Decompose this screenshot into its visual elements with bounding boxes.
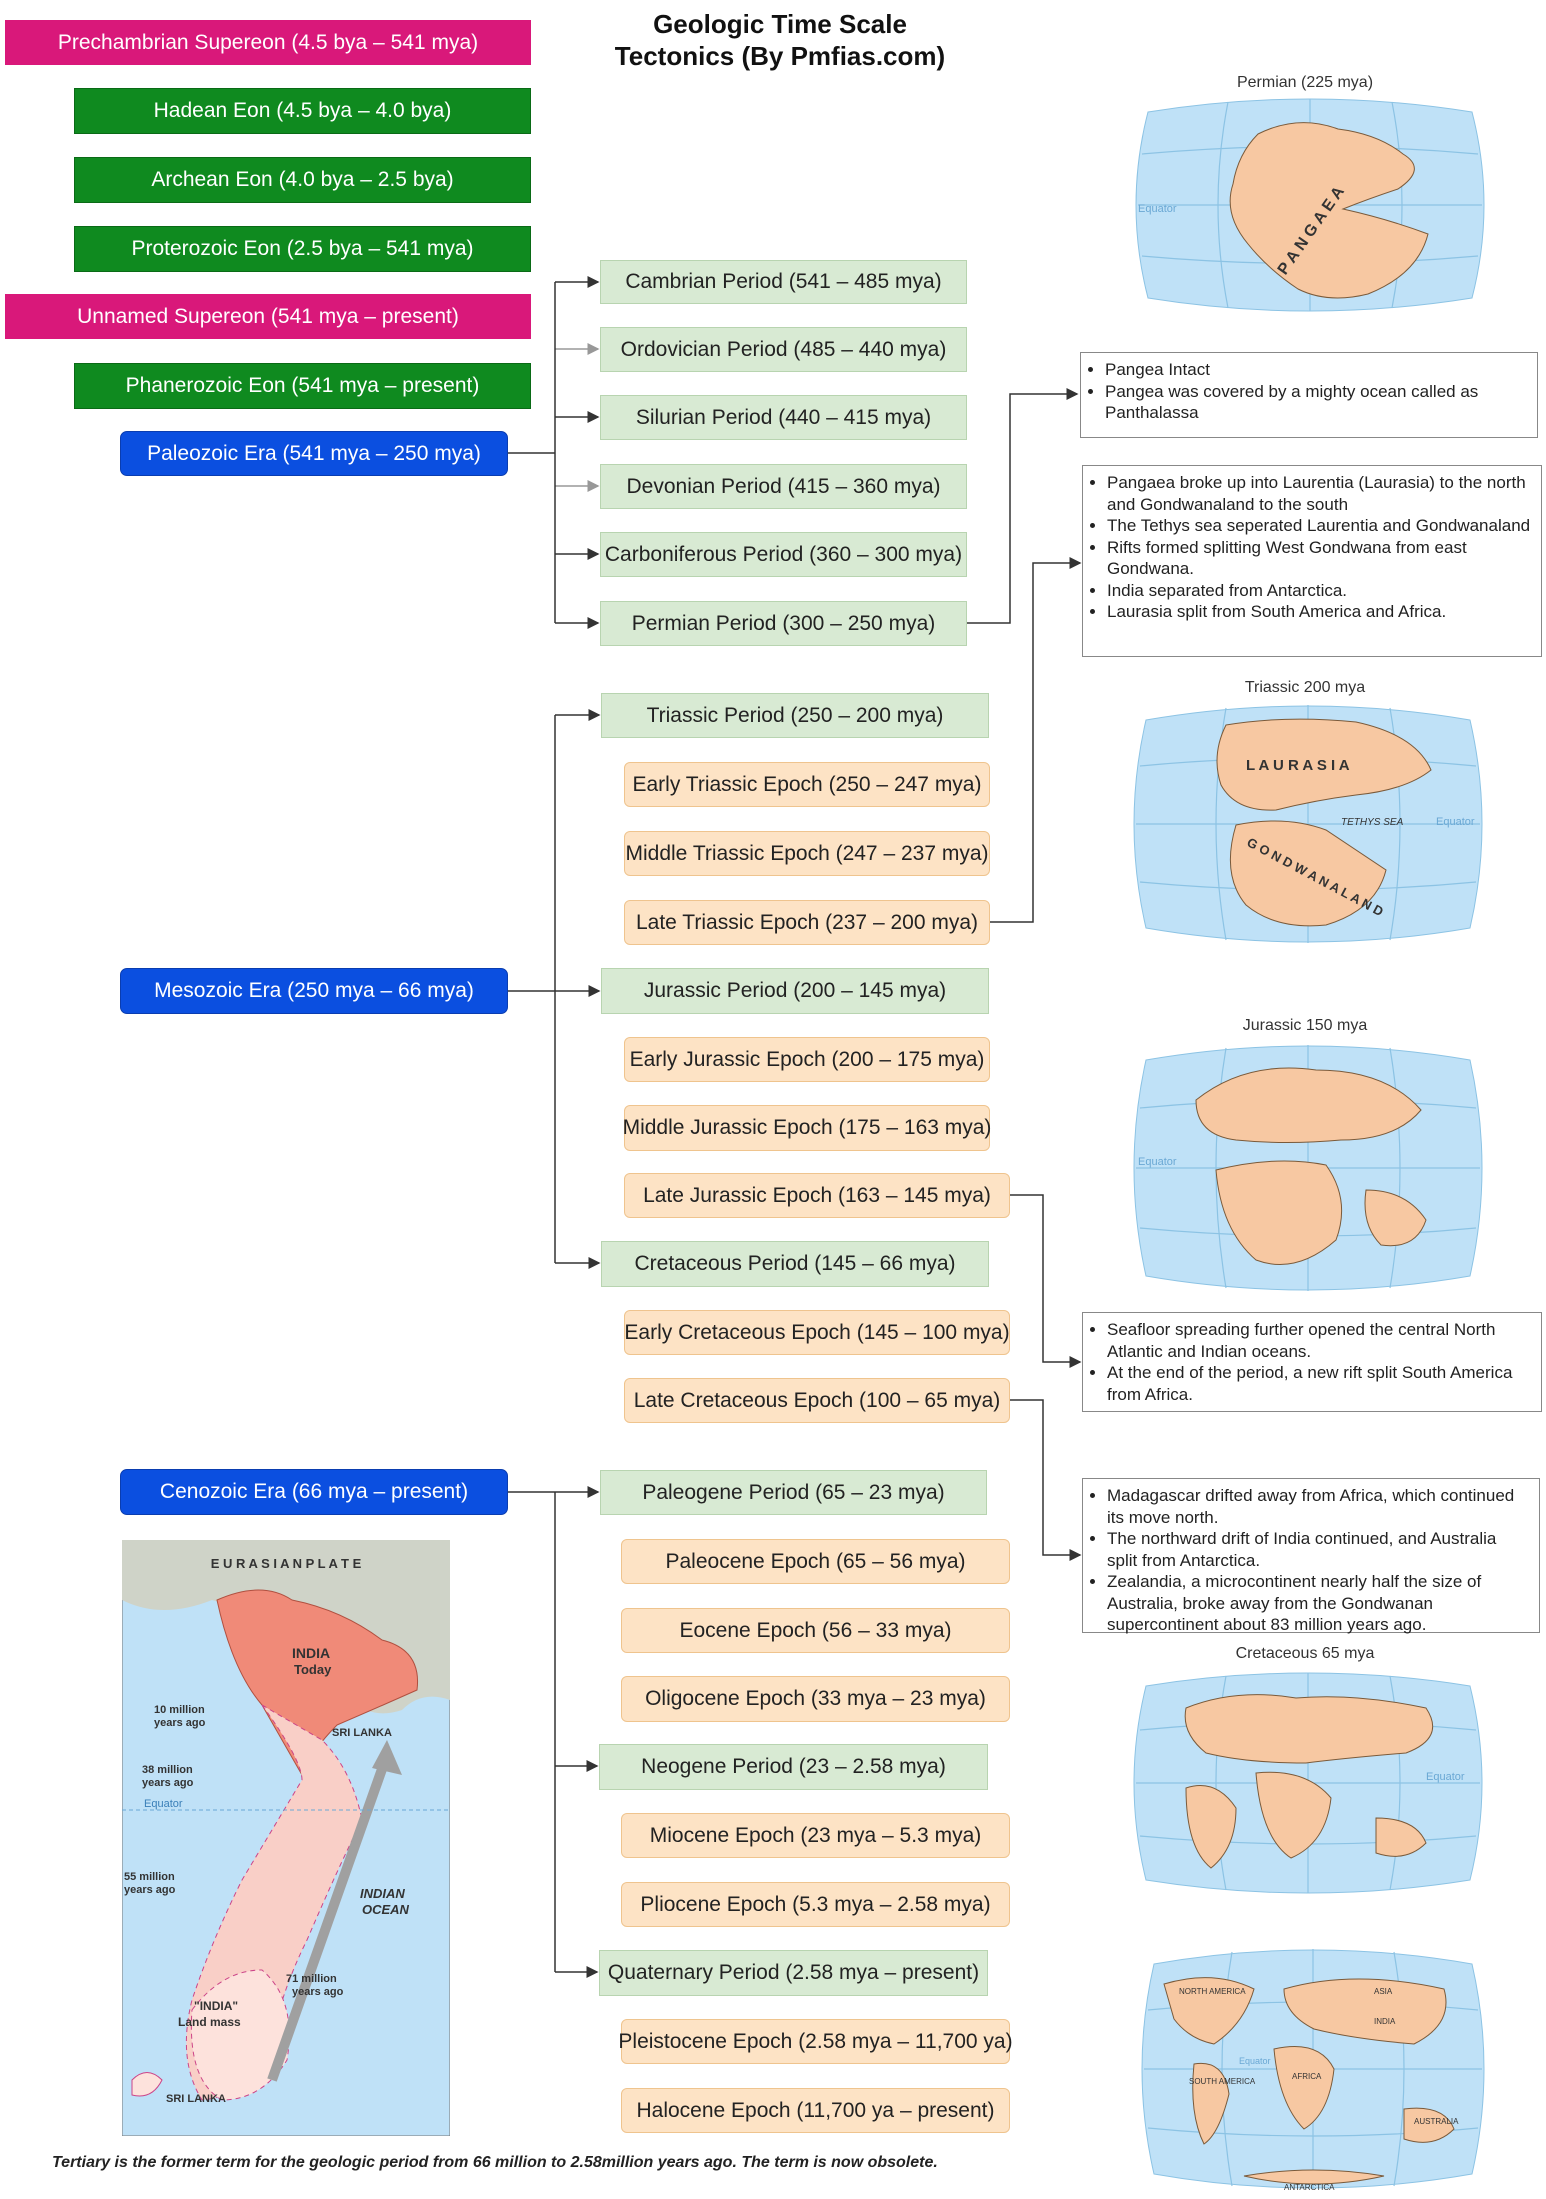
epoch-pleistocene: Pleistocene Epoch (2.58 mya – 11,700 ya) bbox=[621, 2019, 1010, 2064]
period-cambrian: Cambrian Period (541 – 485 mya) bbox=[600, 260, 967, 304]
period-carboniferous: Carboniferous Period (360 – 300 mya) bbox=[600, 532, 967, 577]
map-label: ASIA bbox=[1374, 1987, 1393, 1996]
map-caption-jurassic: Jurassic 150 mya bbox=[1242, 1017, 1368, 1034]
map-caption-cretaceous: Cretaceous 65 mya bbox=[1235, 1645, 1375, 1662]
epoch-late-triassic: Late Triassic Epoch (237 – 200 mya) bbox=[624, 900, 990, 945]
triassic-map bbox=[1126, 700, 1490, 948]
note-item: • The northward drift of India continued, and Australia split from Antarctica. bbox=[1107, 1528, 1531, 1571]
note-item: • Laurasia split from South America and Africa. bbox=[1107, 601, 1533, 623]
map-label: 38 million bbox=[142, 1764, 193, 1776]
epoch-late-jurassic: Late Jurassic Epoch (163 – 145 mya) bbox=[624, 1173, 1010, 1218]
epoch-middle-jurassic: Middle Jurassic Epoch (175 – 163 mya) bbox=[624, 1105, 990, 1151]
map-caption-triassic: Triassic 200 mya bbox=[1244, 679, 1366, 696]
eon-proterozoic: Proterozoic Eon (2.5 bya – 541 mya) bbox=[74, 226, 531, 272]
note-jurassic bbox=[1082, 1312, 1542, 1412]
map-label: Land mass bbox=[178, 2015, 241, 2029]
map-label: L A U R A S I A bbox=[1246, 757, 1350, 774]
supereon-unnamed: Unnamed Supereon (541 mya – present) bbox=[5, 294, 531, 339]
epoch-eocene: Eocene Epoch (56 – 33 mya) bbox=[621, 1608, 1010, 1653]
period-ordovician: Ordovician Period (485 – 440 mya) bbox=[600, 327, 967, 372]
note-item: • Pangea Intact bbox=[1105, 359, 1529, 381]
period-paleogene: Paleogene Period (65 – 23 mya) bbox=[600, 1470, 987, 1515]
epoch-late-cretaceous: Late Cretaceous Epoch (100 – 65 mya) bbox=[624, 1378, 1010, 1423]
period-neogene: Neogene Period (23 – 2.58 mya) bbox=[599, 1744, 988, 1790]
map-label: Equator bbox=[1436, 816, 1475, 828]
map-label: NORTH AMERICA bbox=[1179, 1987, 1246, 1996]
era-paleozoic: Paleozoic Era (541 mya – 250 mya) bbox=[120, 431, 508, 476]
page-title bbox=[560, 8, 1000, 72]
epoch-halocene: Halocene Epoch (11,700 ya – present) bbox=[621, 2088, 1010, 2133]
map-label: INDIA bbox=[1374, 2017, 1396, 2026]
period-cretaceous: Cretaceous Period (145 – 66 mya) bbox=[601, 1241, 989, 1287]
epoch-early-jurassic: Early Jurassic Epoch (200 – 175 mya) bbox=[624, 1037, 990, 1082]
map-label: 10 million bbox=[154, 1704, 205, 1716]
era-cenozoic: Cenozoic Era (66 mya – present) bbox=[120, 1469, 508, 1515]
map-caption-permian: Permian (225 mya) bbox=[1236, 74, 1374, 91]
present-map bbox=[1134, 1944, 1492, 2194]
india-drift-map bbox=[122, 1540, 450, 2136]
map-label: AUSTRALIA bbox=[1414, 2117, 1459, 2126]
note-item: • Zealandia, a microcontinent nearly half the size of Australia, broke away from the Gondwanan supercontinent about 83 million years ago. bbox=[1107, 1571, 1531, 1636]
eon-hadean: Hadean Eon (4.5 bya – 4.0 bya) bbox=[74, 88, 531, 134]
map-label: E U R A S I A N P L A T E bbox=[210, 1556, 362, 1571]
epoch-oligocene: Oligocene Epoch (33 mya – 23 mya) bbox=[621, 1676, 1010, 1722]
map-label: INDIA bbox=[292, 1645, 331, 1661]
map-label: SOUTH AMERICA bbox=[1189, 2077, 1256, 2086]
note-item: • Seafloor spreading further opened the central North Atlantic and Indian oceans. bbox=[1107, 1319, 1533, 1362]
map-label: years ago bbox=[292, 1986, 344, 1998]
map-label: 71 million bbox=[286, 1973, 337, 1985]
title-line-1: Geologic Time Scale bbox=[653, 9, 907, 39]
note-item: • Rifts formed splitting West Gondwana from east Gondwana. bbox=[1107, 537, 1533, 580]
epoch-paleocene: Paleocene Epoch (65 – 56 mya) bbox=[621, 1539, 1010, 1584]
map-label: SRI LANKA bbox=[166, 2093, 226, 2105]
map-label: Equator bbox=[1426, 1771, 1465, 1783]
permian-map bbox=[1128, 94, 1492, 316]
period-devonian: Devonian Period (415 – 360 mya) bbox=[600, 464, 967, 509]
note-item: • The Tethys sea seperated Laurentia and Gondwanaland bbox=[1107, 515, 1533, 537]
map-label: Today bbox=[294, 1662, 332, 1677]
period-permian: Permian Period (300 – 250 mya) bbox=[600, 601, 967, 646]
map-label: P A N G A E A bbox=[1274, 183, 1348, 279]
cretaceous-map bbox=[1126, 1668, 1490, 1898]
map-label: TETHYS SEA bbox=[1341, 817, 1404, 828]
epoch-early-triassic: Early Triassic Epoch (250 – 247 mya) bbox=[624, 762, 990, 807]
map-label: G O N D W A N A L A N D bbox=[1244, 834, 1386, 920]
map-label: years ago bbox=[124, 1884, 176, 1896]
footnote: Tertiary is the former term for the geologic period from 66 million to 2.58million years ago. The term is now obsolete. bbox=[52, 2154, 938, 2171]
period-triassic: Triassic Period (250 – 200 mya) bbox=[601, 693, 989, 738]
note-item: • At the end of the period, a new rift split South America from Africa. bbox=[1107, 1362, 1533, 1405]
era-mesozoic: Mesozoic Era (250 mya – 66 mya) bbox=[120, 968, 508, 1014]
note-item: • India separated from Antarctica. bbox=[1107, 580, 1533, 602]
map-label: OCEAN bbox=[362, 1902, 409, 1917]
epoch-pliocene: Pliocene Epoch (5.3 mya – 2.58 mya) bbox=[621, 1882, 1010, 1927]
note-triassic bbox=[1082, 465, 1542, 657]
eon-archean: Archean Eon (4.0 bya – 2.5 bya) bbox=[74, 157, 531, 203]
note-item: • Pangaea broke up into Laurentia (Laurasia) to the north and Gondwanaland to the south bbox=[1107, 472, 1533, 515]
map-label: SRI LANKA bbox=[332, 1727, 392, 1739]
eon-phanerozoic: Phanerozoic Eon (541 mya – present) bbox=[74, 363, 531, 409]
map-label: 55 million bbox=[124, 1871, 175, 1883]
epoch-early-cretaceous: Early Cretaceous Epoch (145 – 100 mya) bbox=[624, 1310, 1010, 1355]
period-silurian: Silurian Period (440 – 415 mya) bbox=[600, 395, 967, 440]
map-label: years ago bbox=[154, 1717, 206, 1729]
map-label: years ago bbox=[142, 1777, 194, 1789]
period-jurassic: Jurassic Period (200 – 145 mya) bbox=[601, 968, 989, 1014]
map-label: ANTARCTICA bbox=[1284, 2183, 1335, 2192]
map-label: AFRICA bbox=[1292, 2072, 1322, 2081]
period-quaternary: Quaternary Period (2.58 mya – present) bbox=[599, 1950, 988, 1996]
note-cretaceous bbox=[1082, 1478, 1540, 1633]
title-line-2: Tectonics (By Pmfias.com) bbox=[614, 41, 946, 71]
map-label: Equator bbox=[1138, 1156, 1177, 1168]
map-label: INDIAN bbox=[360, 1886, 405, 1901]
epoch-middle-triassic: Middle Triassic Epoch (247 – 237 mya) bbox=[624, 831, 990, 876]
map-label: Equator bbox=[1138, 203, 1177, 215]
note-item: • Pangea was covered by a mighty ocean called as Panthalassa bbox=[1105, 381, 1529, 424]
note-item: • Madagascar drifted away from Africa, which continued its move north. bbox=[1107, 1485, 1531, 1528]
jurassic-map bbox=[1126, 1040, 1490, 1296]
map-label: Equator bbox=[144, 1798, 183, 1810]
note-permian bbox=[1080, 352, 1538, 438]
supereon-prechambrian: Prechambrian Supereon (4.5 bya – 541 mya) bbox=[5, 20, 531, 65]
map-label: Equator bbox=[1239, 2056, 1271, 2066]
map-label: "INDIA" bbox=[194, 1999, 239, 2013]
epoch-miocene: Miocene Epoch (23 mya – 5.3 mya) bbox=[621, 1813, 1010, 1858]
